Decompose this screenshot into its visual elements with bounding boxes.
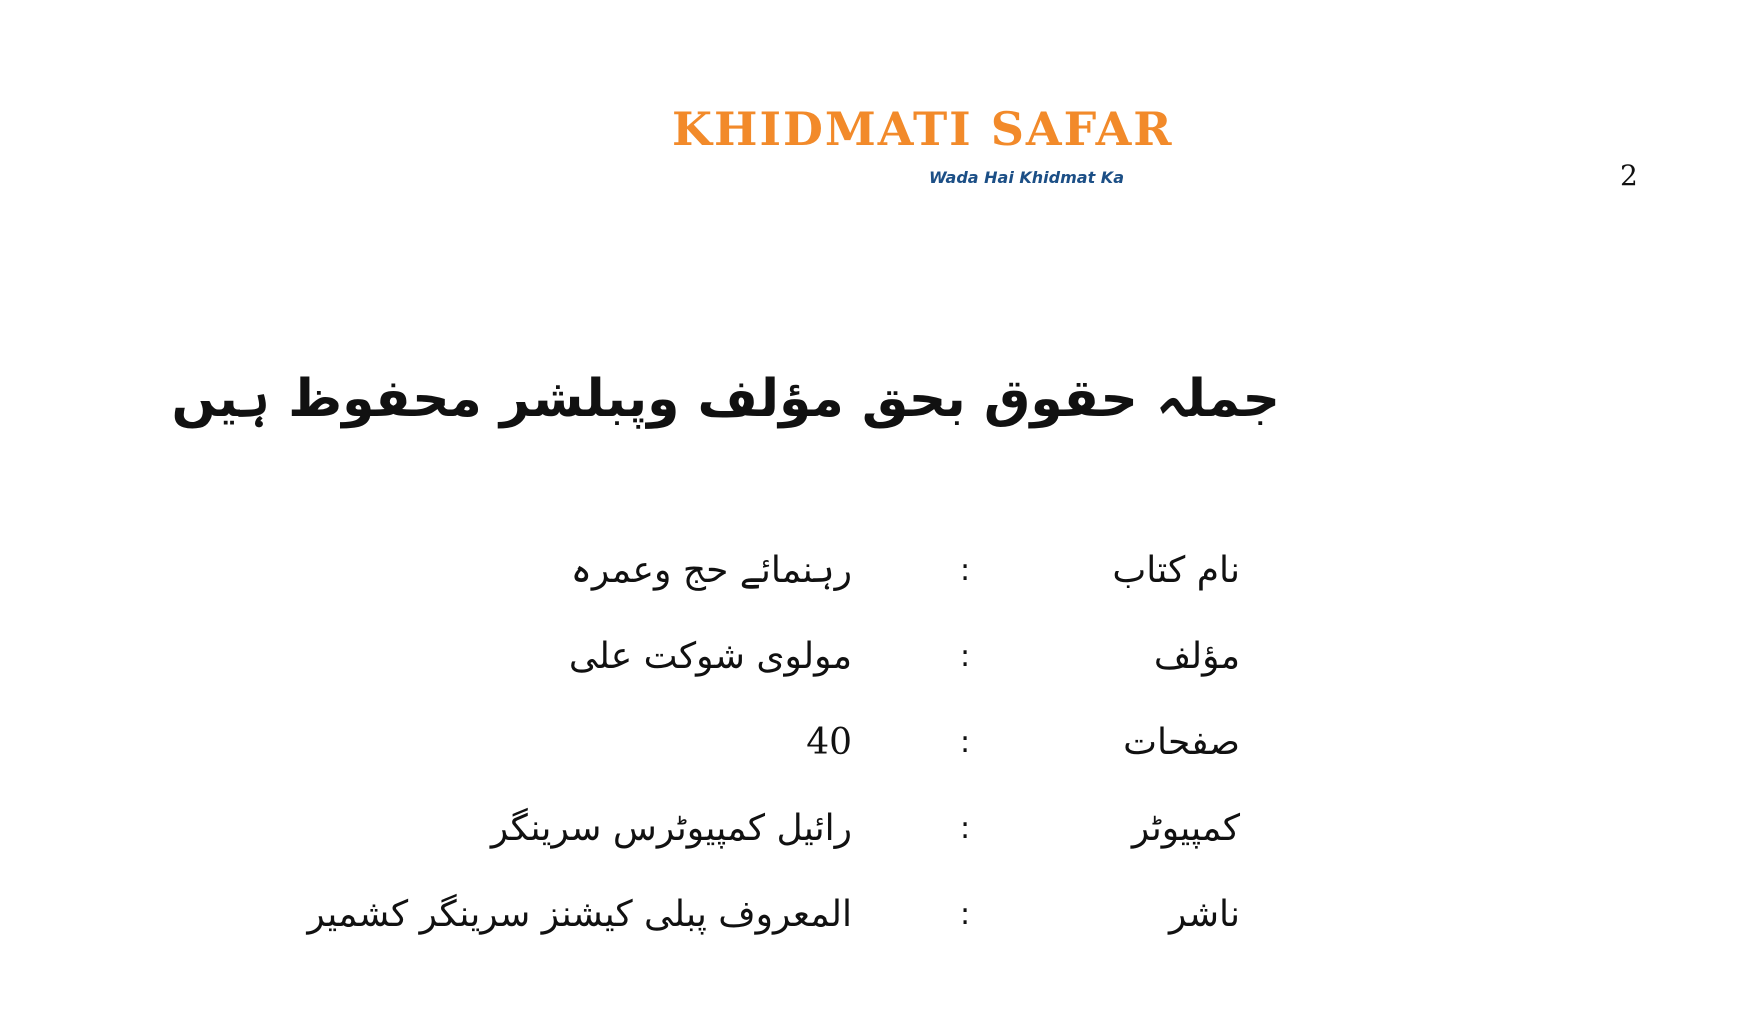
info-label-book-name: نام کتاب [1112,550,1240,591]
brand-title: KHIDMATI SAFAR [672,102,1174,156]
info-row-computer [480,806,1240,892]
info-row-pages [480,720,1240,806]
info-value-computer: رائیل کمپیوٹرس سرینگر [490,808,852,849]
page-number: 2 [1620,159,1638,192]
info-value-book-name: رہنمائے حج وعمرہ [570,550,852,591]
info-value-author: مولوی شوکت علی [568,636,852,677]
book-info-table [307,548,1240,978]
info-row-author [480,634,1240,720]
info-value-pages: 40 [806,722,852,763]
info-colon: : [960,639,971,674]
info-row-publisher [307,892,1240,978]
info-value-publisher: المعروف پبلی کیشنز سرینگر کشمیر [307,894,852,935]
info-colon: : [960,811,971,846]
info-colon: : [960,725,971,760]
info-label-computer: کمپیوٹر [1131,808,1240,849]
info-row-book-name [480,548,1240,634]
info-colon: : [960,553,971,588]
info-label-pages: صفحات [1123,722,1240,763]
copyright-heading: جملہ حقوق بحق مؤلف وپبلشر محفوظ ہیں [171,369,1280,429]
brand-tagline: Wada Hai Khidmat Ka [928,168,1124,187]
info-label-publisher: ناشر [1168,894,1240,935]
info-label-author: مؤلف [1153,636,1240,677]
info-colon: : [960,897,971,932]
brand-header [672,102,1174,196]
